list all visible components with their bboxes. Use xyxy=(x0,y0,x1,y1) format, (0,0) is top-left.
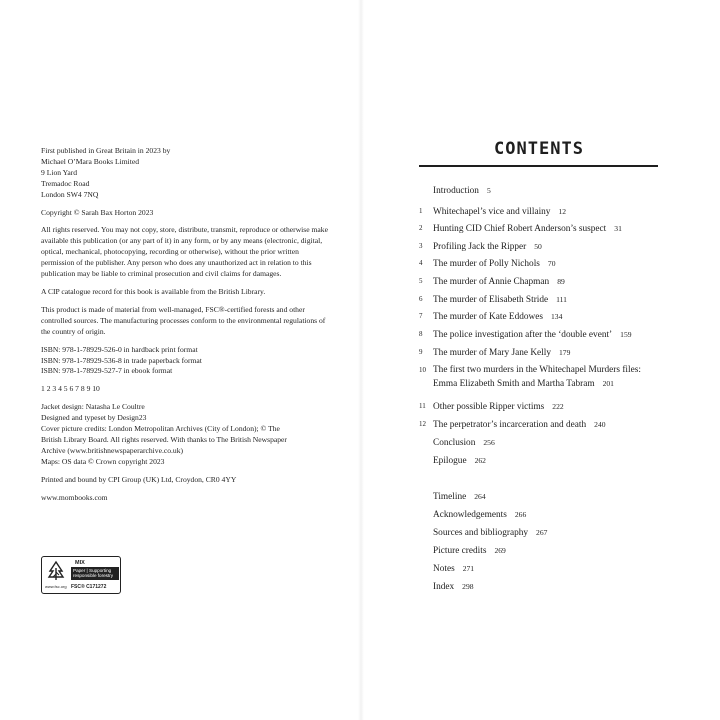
chapter-number: 5 xyxy=(419,277,423,285)
chapter-number: 10 xyxy=(419,366,426,374)
credit-line: Jacket design: Natasha Le Coultre xyxy=(41,402,145,412)
chapter-number: 1 xyxy=(419,207,423,215)
chapter-title: Acknowledgements xyxy=(433,510,507,520)
page-fold xyxy=(358,0,364,720)
chapter-title: Whitechapel’s vice and villainy xyxy=(433,207,551,217)
chapter-number: 11 xyxy=(419,402,426,410)
page-number: 179 xyxy=(558,348,571,357)
chapter-title: Picture credits xyxy=(433,546,487,556)
isbn-line: ISBN: 978-1-78929-536-8 in trade paperback format xyxy=(41,355,202,365)
print-line: 1 2 3 4 5 6 7 8 9 10 xyxy=(41,384,100,394)
chapter-title: Introduction xyxy=(433,186,479,196)
publisher-line: Michael O’Mara Books Limited xyxy=(41,156,140,166)
heading-rule xyxy=(419,165,658,167)
page-number: 267 xyxy=(536,528,548,537)
page-number: 201 xyxy=(602,379,614,388)
chapter-title: The murder of Elisabeth Stride xyxy=(433,295,549,305)
chapter-title: The first two murders in the Whitechapel Murders files: xyxy=(433,365,641,375)
chapter-number: 12 xyxy=(419,420,426,428)
page-number: 262 xyxy=(474,456,486,465)
fsc-paper-label: Paper | Supporting responsible forestry xyxy=(71,567,119,580)
cip-line: A CIP catalogue record for this book is available from the British Library. xyxy=(41,286,266,296)
fsc-certification-badge xyxy=(41,556,121,594)
chapter-title: The murder of Annie Chapman xyxy=(433,277,550,287)
fsc-license-code: FSC® C171272 xyxy=(71,584,107,590)
chapter-number: 9 xyxy=(419,348,423,356)
chapter-number: 2 xyxy=(419,224,423,232)
page-number: 256 xyxy=(483,438,495,447)
chapter-title: Index xyxy=(433,582,455,592)
chapter-title: The murder of Mary Jane Kelly xyxy=(433,348,551,358)
publisher-line: First published in Great Britain in 2023 by xyxy=(41,146,171,155)
chapter-title: The murder of Polly Nichols xyxy=(433,259,540,269)
imprint-page xyxy=(41,146,331,510)
credit-line: Archive (www.britishnewspaperarchive.co.uk) xyxy=(41,445,184,455)
fsc-site: www.fsc.org xyxy=(45,584,67,589)
chapter-title: Profiling Jack the Ripper xyxy=(433,242,527,252)
contents-heading: CONTENTS xyxy=(494,139,584,159)
chapter-number: 8 xyxy=(419,330,423,338)
fsc-tree-icon xyxy=(45,560,67,582)
publisher-line: London SW4 7NQ xyxy=(41,189,99,199)
copyright-line: Copyright © Sarah Bax Horton 2023 xyxy=(41,207,154,217)
credit-line: British Library Board. All rights reserved. With thanks to The British Newspaper xyxy=(41,434,287,444)
page-number: 12 xyxy=(558,207,567,216)
page-number: 50 xyxy=(534,242,542,251)
page-number: 222 xyxy=(552,402,564,411)
page-number: 70 xyxy=(547,259,556,268)
page-number: 5 xyxy=(486,186,491,195)
isbn-block xyxy=(41,345,331,378)
chapter-number: 6 xyxy=(419,295,423,303)
page-number: 31 xyxy=(614,224,622,233)
chapter-number: 7 xyxy=(419,312,423,320)
rights-paragraph: All rights reserved. You may not copy, store, distribute, transmit, reproduce or otherwise make available this publication (or any part of it) in any form, or by any means (electronic, digital, optical, mechanical, photocopying, recording or otherwise), without the prior written permission of the publisher. Any person who does any unauthorized act in relation to this publication may be liable to criminal prosecution and civil claims for damages. xyxy=(41,225,328,279)
fsc-mix-label: MIX xyxy=(75,560,85,566)
chapter-title: The murder of Kate Eddowes xyxy=(433,312,543,322)
website-line: www.mombooks.com xyxy=(41,492,108,502)
page-number: 271 xyxy=(462,564,475,573)
credit-line: Maps: OS data © Crown copyright 2023 xyxy=(41,456,165,466)
page-number: 134 xyxy=(550,312,563,321)
chapter-title-continued: Emma Elizabeth Smith and Martha Tabram xyxy=(433,379,595,389)
isbn-line: ISBN: 978-1-78929-526-0 in hardback print format xyxy=(41,344,198,354)
credits-block xyxy=(41,402,331,467)
credit-line: Designed and typeset by Design23 xyxy=(41,413,147,423)
publisher-block xyxy=(41,146,331,201)
publisher-line: 9 Lion Yard xyxy=(41,167,78,177)
material-paragraph: This product is made of material from well-managed, FSC®-certified forests and other controlled sources. The manufacturing processes conform to the environmental regulations of the country of origin. xyxy=(41,304,326,336)
publisher-line: Tremadoc Road xyxy=(41,178,90,188)
page-number: 89 xyxy=(557,277,565,286)
page-number: 240 xyxy=(594,420,606,429)
chapter-title: Conclusion xyxy=(433,438,476,448)
chapter-number: 3 xyxy=(419,242,423,250)
chapter-title: Notes xyxy=(433,564,455,574)
isbn-line: ISBN: 978-1-78929-527-7 in ebook format xyxy=(41,366,173,376)
chapter-title: Timeline xyxy=(433,492,467,502)
page-number: 269 xyxy=(494,546,506,555)
chapter-title: Hunting CID Chief Robert Anderson’s suspect xyxy=(433,224,607,234)
page-number: 111 xyxy=(556,295,567,304)
chapter-title: Other possible Ripper victims xyxy=(433,402,545,412)
page-number: 266 xyxy=(514,510,527,519)
printer-line: Printed and bound by CPI Group (UK) Ltd, Croydon, CR0 4YY xyxy=(41,474,237,484)
page-number: 298 xyxy=(462,582,474,591)
chapter-title: The perpetrator’s incarceration and death xyxy=(433,420,587,430)
chapter-title: Epilogue xyxy=(433,456,467,466)
chapter-title: Sources and bibliography xyxy=(433,528,529,538)
credit-line: Cover picture credits: London Metropolitan Archives (City of London); © The xyxy=(41,424,280,434)
chapter-title: The police investigation after the ‘double event’ xyxy=(433,330,613,340)
chapter-number: 4 xyxy=(419,259,423,267)
page-number: 159 xyxy=(620,330,632,339)
page-number: 264 xyxy=(474,492,486,501)
